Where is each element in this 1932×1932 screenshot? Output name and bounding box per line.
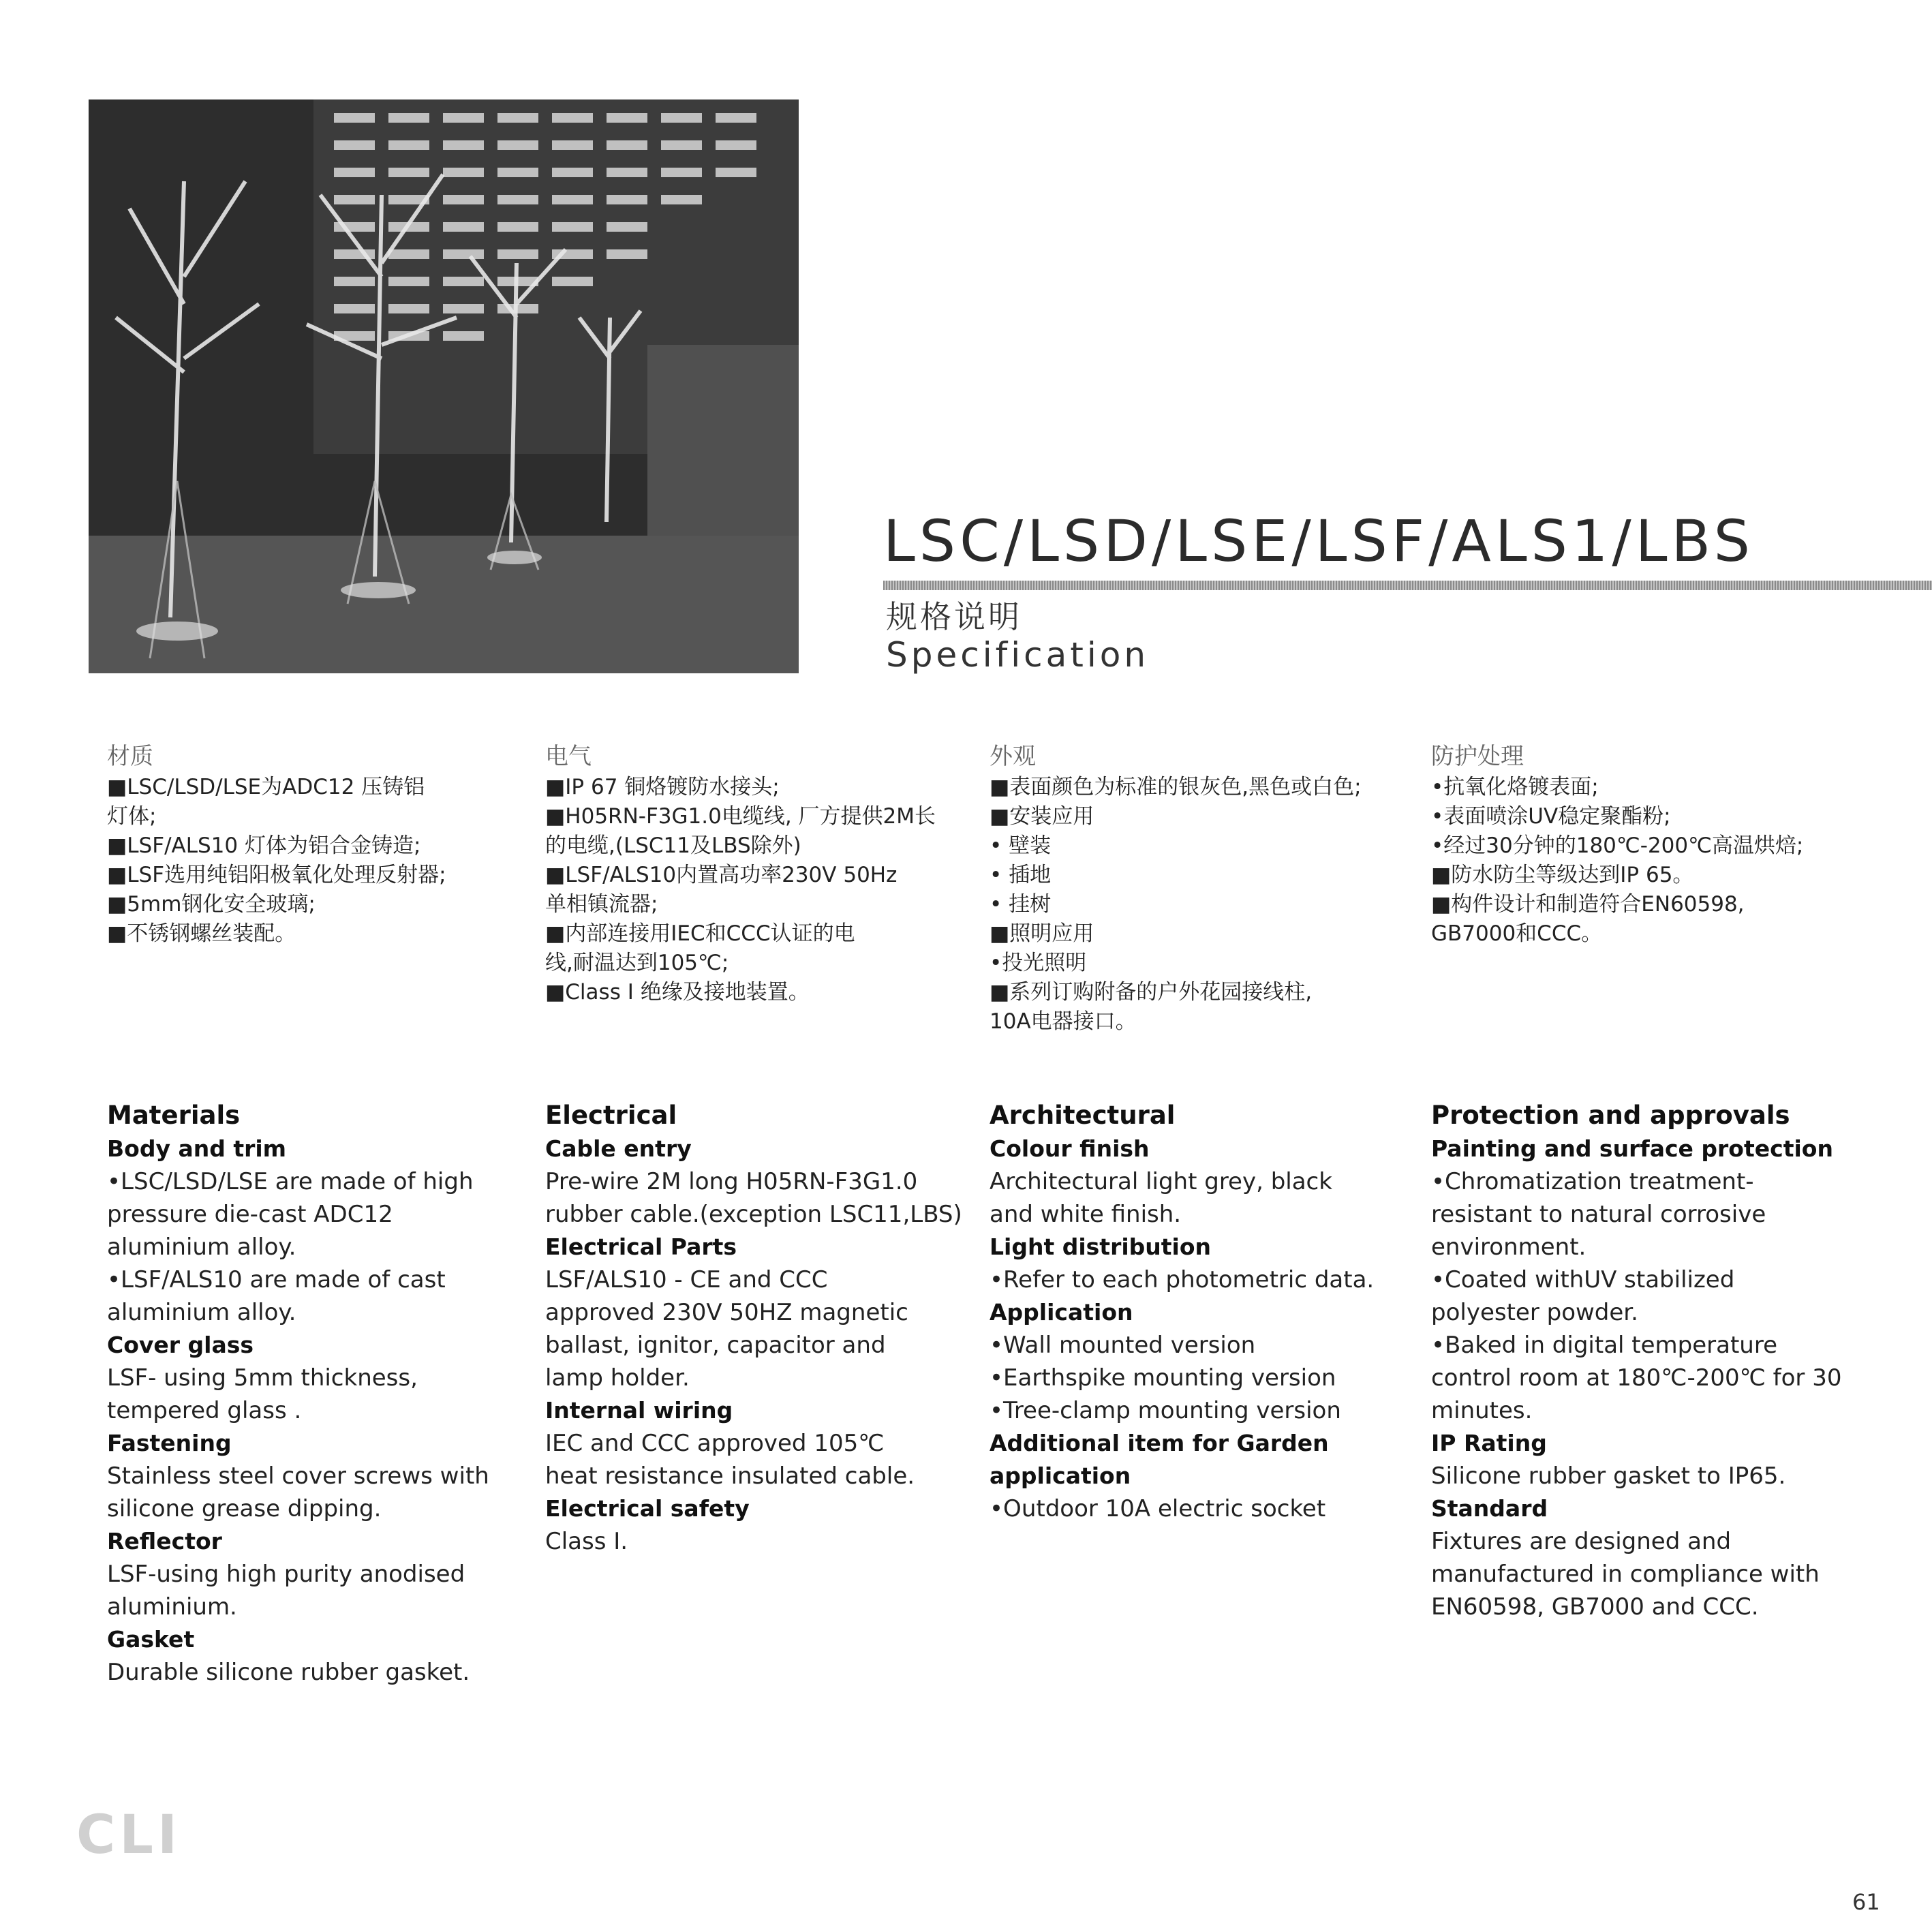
en-subheading: Colour finish xyxy=(990,1135,1150,1162)
cn-spec-line: ■安装应用 xyxy=(990,804,1094,829)
en-spec-line: approved 230V 50HZ magnetic xyxy=(545,1299,908,1326)
en-subheading: Internal wiring xyxy=(545,1397,733,1424)
en-subheading: Light distribution xyxy=(990,1233,1212,1260)
cn-spec-line: 线,耐温达到105℃; xyxy=(545,951,729,975)
cn-spec-line: ■LSF/ALS10内置高功率230V 50Hz xyxy=(545,863,898,887)
cn-section-heading: 电气 xyxy=(545,743,592,770)
page-title: LSC/LSD/LSE/LSF/ALS1/LBS xyxy=(883,508,1754,574)
subtitle-english: Specification xyxy=(886,635,1150,675)
en-spec-line: LSF- using 5mm thickness, xyxy=(107,1364,418,1392)
cn-spec-line: •经过30分钟的180℃-200℃高温烘焙; xyxy=(1431,833,1804,858)
en-spec-line: EN60598, GB7000 and CCC. xyxy=(1431,1593,1759,1621)
cn-spec-line: ■内部连接用IEC和CCC认证的电 xyxy=(545,921,855,946)
cn-spec-line: 灯体; xyxy=(107,804,157,829)
en-spec-line: aluminium. xyxy=(107,1593,237,1621)
en-spec-line: •LSC/LSD/LSE are made of high xyxy=(107,1168,474,1195)
cn-spec-line: ■构件设计和制造符合EN60598, xyxy=(1431,892,1745,917)
en-section-heading: Electrical xyxy=(545,1101,677,1130)
cn-section-heading: 外观 xyxy=(990,743,1036,770)
cn-column-protection xyxy=(1431,741,1854,949)
en-spec-line: aluminium alloy. xyxy=(107,1299,296,1326)
en-column-materials xyxy=(107,1099,530,1689)
en-subheading: Painting and surface protection xyxy=(1431,1135,1833,1162)
en-subheading: Cover glass xyxy=(107,1332,254,1358)
cn-spec-line: ■照明应用 xyxy=(990,921,1094,946)
en-column-architectural xyxy=(990,1099,1412,1525)
en-subheading: Application xyxy=(990,1299,1133,1325)
en-spec-line: Silicone rubber gasket to IP65. xyxy=(1431,1462,1786,1490)
cn-spec-line: • 插地 xyxy=(990,863,1052,887)
cn-column-electrical xyxy=(545,741,968,1007)
en-spec-line: Stainless steel cover screws with xyxy=(107,1462,489,1490)
en-spec-line: •Coated withUV stabilized xyxy=(1431,1266,1735,1293)
en-spec-line: tempered glass . xyxy=(107,1397,302,1424)
en-section-heading: Architectural xyxy=(990,1101,1176,1130)
en-spec-line: IEC and CCC approved 105℃ xyxy=(545,1430,885,1457)
cn-spec-line: • 挂树 xyxy=(990,892,1052,917)
en-subheading: Standard xyxy=(1431,1495,1548,1522)
cn-spec-line: ■LSF选用纯铝阳极氧化处理反射器; xyxy=(107,863,446,887)
en-spec-line: polyester powder. xyxy=(1431,1299,1638,1326)
en-spec-line: resistant to natural corrosive xyxy=(1431,1201,1766,1228)
en-spec-line: Architectural light grey, black xyxy=(990,1168,1332,1195)
cn-spec-line: ■系列订购附备的户外花园接线柱, xyxy=(990,980,1313,1005)
night-building-trees-photo xyxy=(89,99,799,673)
en-spec-line: •Earthspike mounting version xyxy=(990,1364,1336,1392)
cn-spec-line: ■5mm钢化安全玻璃; xyxy=(107,892,316,917)
cn-section-heading: 防护处理 xyxy=(1431,743,1524,770)
en-subheading: IP Rating xyxy=(1431,1430,1547,1456)
en-column-protection xyxy=(1431,1099,1854,1623)
en-spec-line: •Chromatization treatment- xyxy=(1431,1168,1754,1195)
cn-spec-line: ■不锈钢螺丝装配。 xyxy=(107,921,296,946)
en-spec-line: Durable silicone rubber gasket. xyxy=(107,1659,470,1686)
en-spec-line: Class I. xyxy=(545,1528,628,1555)
en-section-heading: Protection and approvals xyxy=(1431,1101,1790,1130)
cn-spec-line: 的电缆,(LSC11及LBS除外) xyxy=(545,833,801,858)
cn-spec-line: •投光照明 xyxy=(990,951,1087,975)
cn-spec-line: GB7000和CCC。 xyxy=(1431,921,1603,946)
en-spec-line: rubber cable.(exception LSC11,LBS) xyxy=(545,1201,962,1228)
cn-column-architectural xyxy=(990,741,1412,1037)
cn-spec-line: ■LSC/LSD/LSE为ADC12 压铸铝 xyxy=(107,775,425,799)
cli-logo: CLI xyxy=(76,1805,181,1866)
en-column-electrical xyxy=(545,1099,968,1558)
en-subheading: Reflector xyxy=(107,1528,222,1554)
en-spec-line: and white finish. xyxy=(990,1201,1182,1228)
cn-spec-line: ■H05RN-F3G1.0电缆线, 厂方提供2M长 xyxy=(545,804,936,829)
en-spec-line: heat resistance insulated cable. xyxy=(545,1462,915,1490)
en-subheading: Additional item for Garden xyxy=(990,1430,1329,1456)
en-spec-line: •Refer to each photometric data. xyxy=(990,1266,1375,1293)
cn-spec-line: 10A电器接口。 xyxy=(990,1009,1137,1034)
en-spec-line: control room at 180℃-200℃ for 30 xyxy=(1431,1364,1842,1392)
en-subheading: Fastening xyxy=(107,1430,232,1456)
en-spec-line: •Wall mounted version xyxy=(990,1332,1256,1359)
title-divider xyxy=(883,581,1932,590)
page-number: 61 xyxy=(1852,1889,1880,1915)
en-subheading: application xyxy=(990,1462,1131,1489)
subtitle-chinese: 规格说明 xyxy=(886,598,1022,635)
en-subheading: Electrical safety xyxy=(545,1495,750,1522)
en-spec-line: LSF-using high purity anodised xyxy=(107,1561,465,1588)
cn-spec-line: ■Class I 绝缘及接地装置。 xyxy=(545,980,810,1005)
en-spec-line: silicone grease dipping. xyxy=(107,1495,382,1522)
en-spec-line: pressure die-cast ADC12 xyxy=(107,1201,393,1228)
en-section-heading: Materials xyxy=(107,1101,241,1130)
en-subheading: Cable entry xyxy=(545,1135,692,1162)
en-subheading: Body and trim xyxy=(107,1135,287,1162)
cn-spec-line: ■LSF/ALS10 灯体为铝合金铸造; xyxy=(107,833,421,858)
en-subheading: Electrical Parts xyxy=(545,1233,737,1260)
en-spec-line: manufactured in compliance with xyxy=(1431,1561,1820,1588)
cn-spec-line: 单相镇流器; xyxy=(545,892,658,917)
en-spec-line: minutes. xyxy=(1431,1397,1533,1424)
en-spec-line: •LSF/ALS10 are made of cast xyxy=(107,1266,446,1293)
cn-spec-line: •抗氧化烙镀表面; xyxy=(1431,775,1599,799)
cn-spec-line: • 壁装 xyxy=(990,833,1052,858)
cn-spec-line: ■表面颜色为标准的银灰色,黑色或白色; xyxy=(990,775,1362,799)
en-spec-line: ballast, ignitor, capacitor and xyxy=(545,1332,886,1359)
en-spec-line: •Outdoor 10A electric socket xyxy=(990,1495,1326,1522)
en-spec-line: aluminium alloy. xyxy=(107,1233,296,1261)
en-spec-line: Fixtures are designed and xyxy=(1431,1528,1732,1555)
en-spec-line: lamp holder. xyxy=(545,1364,690,1392)
cn-column-materials xyxy=(107,741,530,949)
en-spec-line: Pre-wire 2M long H05RN-F3G1.0 xyxy=(545,1168,918,1195)
en-spec-line: environment. xyxy=(1431,1233,1586,1261)
en-spec-line: LSF/ALS10 - CE and CCC xyxy=(545,1266,828,1293)
cn-section-heading: 材质 xyxy=(107,743,153,770)
cn-spec-line: •表面喷涂UV稳定聚酯粉; xyxy=(1431,804,1671,829)
cn-spec-line: ■防水防尘等级达到IP 65。 xyxy=(1431,863,1694,887)
cn-spec-line: ■IP 67 铜烙镀防水接头; xyxy=(545,775,780,799)
en-subheading: Gasket xyxy=(107,1626,195,1653)
en-spec-line: •Baked in digital temperature xyxy=(1431,1332,1777,1359)
en-spec-line: •Tree-clamp mounting version xyxy=(990,1397,1341,1424)
